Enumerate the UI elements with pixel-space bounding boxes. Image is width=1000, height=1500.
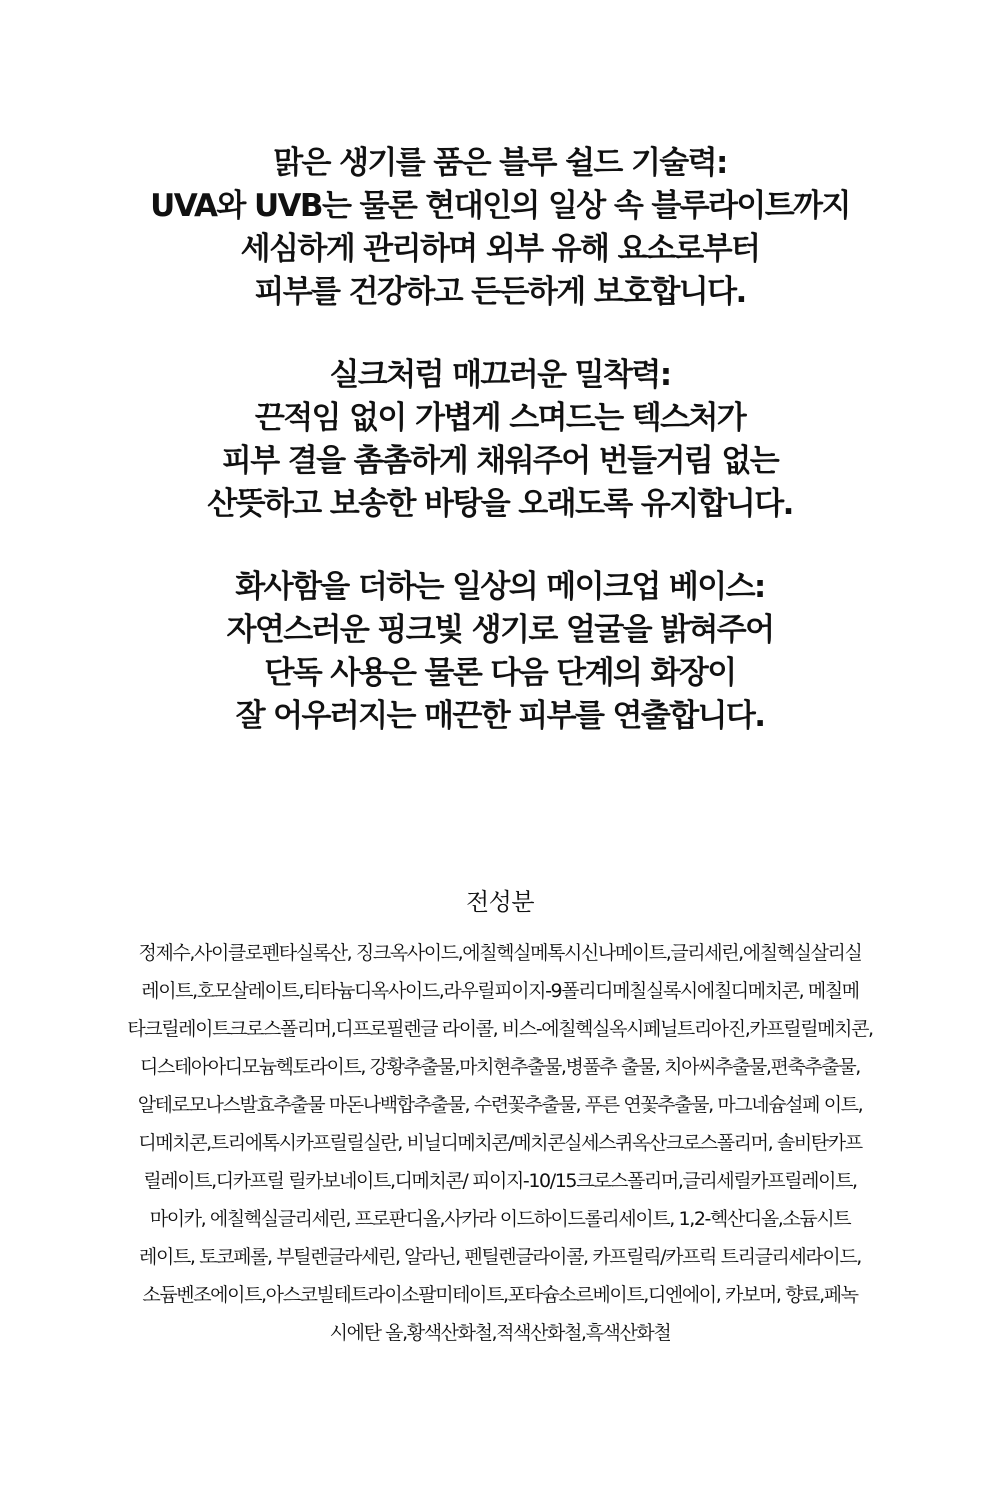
ingredients-line: 레이트, 토코페롤, 부틸렌글라세린, 알라닌, 펜틸렌글라이콜, 카프릴릭/카프릭 트리글리세라이드, [139, 1246, 861, 1268]
feature-silk-adhesion [40, 354, 960, 526]
ingredients-line: 타크릴레이트크로스폴리머,디프로필렌글 라이콜, 비스-에칠헥실옥시페닐트리아진,카프릴릴메치콘, [127, 1018, 873, 1040]
feature-text-line: 단독 사용은 물론 다음 단계의 화장이 [264, 655, 736, 691]
feature-text-line: 피부 결을 촘촘하게 채워주어 번들거림 없는 [221, 443, 779, 479]
ingredients-line: 시에탄 올,황색산화철,적색산화철,흑색산화철 [329, 1322, 671, 1344]
feature-descriptions [40, 142, 960, 778]
ingredients-line: 소듐벤조에이트,아스코빌테트라이소팔미테이트,포타슘소르베이트,디엔에이, 카보머, 향료,페녹 [142, 1284, 858, 1306]
feature-text-line: 피부를 건강하고 든든하게 보호합니다. [254, 274, 746, 310]
ingredients-section [40, 884, 960, 1352]
ingredients-line: 디메치콘,트리에톡시카프릴릴실란, 비닐디메치콘/메치콘실세스퀴옥산크로스폴리머, 솔비탄카프 [138, 1132, 862, 1154]
feature-text-line: 자연스러운 핑크빛 생기로 얼굴을 밝혀주어 [226, 612, 774, 648]
feature-heading: 실크처럼 매끄러운 밀착력: [329, 357, 671, 393]
ingredients-line: 마이카, 에칠헥실글리세린, 프로판디올,사카라 이드하이드롤리세이트, 1,2-헥산디올,소듐시트 [149, 1208, 851, 1230]
feature-text-line: 세심하게 관리하며 외부 유해 요소로부터 [240, 231, 760, 267]
feature-text-line: UVA와 UVB는 물론 현대인의 일상 속 블루라이트까지 [150, 188, 850, 224]
feature-text-line: 잘 어우러지는 매끈한 피부를 연출합니다. [235, 698, 765, 734]
ingredients-line: 정제수,사이클로펜타실록산, 징크옥사이드,에칠헥실메톡시신나메이트,글리세린,에칠헥실살리실 [138, 942, 862, 964]
ingredients-line: 릴레이트,디카프릴 릴카보네이트,디메치콘/ 피이지-10/15크로스폴리머,글리세릴카프릴레이트, [143, 1170, 857, 1192]
feature-text-line: 산뜻하고 보송한 바탕을 오래도록 유지합니다. [207, 486, 793, 522]
ingredients-line: 디스테아아디모늄헥토라이트, 강황추출물,마치현추출물,병풀추 출물, 치아씨추출물,편축추출물, [140, 1056, 860, 1078]
feature-text-line: 끈적임 없이 가볍게 스며드는 텍스처가 [254, 400, 746, 436]
ingredients-title: 전성분 [465, 888, 535, 916]
ingredients-line: 레이트,호모살레이트,티타늄디옥사이드,라우릴피이지-9폴리디메칠실록시에칠디메치콘, 메칠메 [141, 980, 859, 1002]
feature-makeup-base [40, 566, 960, 738]
feature-blue-shield [40, 142, 960, 314]
feature-heading: 화사함을 더하는 일상의 메이크업 베이스: [235, 569, 765, 605]
ingredients-line: 알테로모나스발효추출물 마돈나백합추출물, 수련꽃추출물, 푸른 연꽃추출물, 마그네슘설페 이트, [137, 1094, 863, 1116]
feature-heading: 맑은 생기를 품은 블루 쉴드 기술력: [273, 145, 727, 181]
